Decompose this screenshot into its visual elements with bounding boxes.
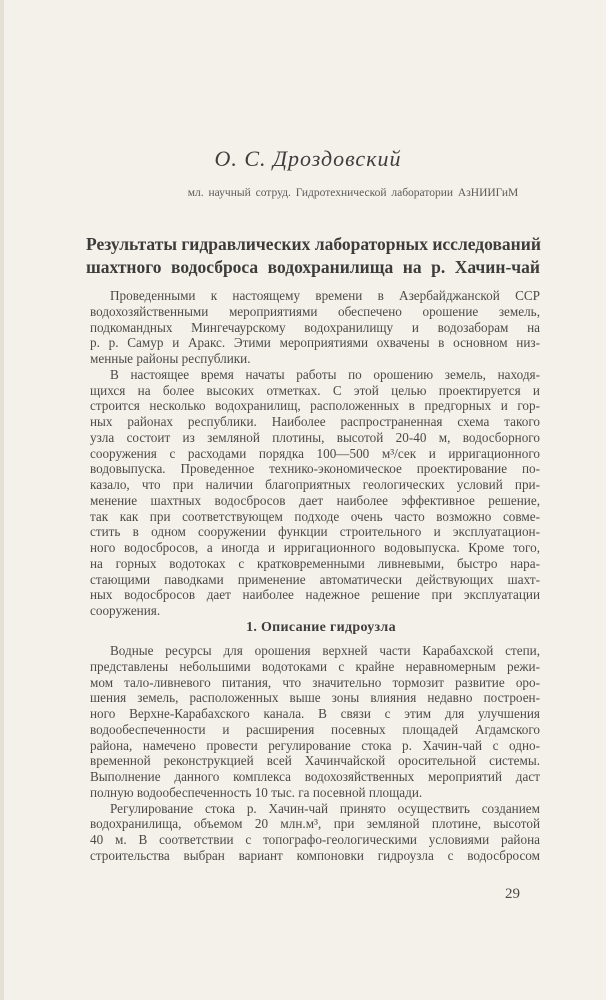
paragraph-line: щихся на более высоких отметках. С этой целью проектируется и <box>90 382 540 398</box>
paragraph-line: на горных водотоках с кратковременными ливневыми, быстро нара- <box>90 555 540 571</box>
page-number: 29 <box>505 886 520 902</box>
paragraph-line: р. р. Самур и Аракс. Этими мероприятиями охвачены в основном низ- <box>90 335 540 351</box>
paragraph-line: сооружения. <box>90 603 161 618</box>
paragraph-line: строится несколько водохранилищ, расположенных в предгорных и гор- <box>90 398 540 414</box>
paragraph-line: шения земель, расположенных выше зоны влияния недавно построен- <box>90 690 540 706</box>
paragraph-line: водообеспеченности и расширения посевных площадей Агдамского <box>90 721 540 737</box>
paragraph-line: ных районах республики. Наиболее распространенная схема такого <box>90 414 540 429</box>
paragraph-line: менные районы республики. <box>90 351 251 366</box>
paragraph-line: В настоящее время начаты работы по орошению земель, находя- <box>110 366 540 382</box>
paragraph-line: Водные ресурсы для орошения верхней части Карабахской степи, <box>110 643 540 658</box>
paragraph-line: так как при соответствующем подходе очень часто возможно совме- <box>90 508 540 524</box>
paragraph-line: подкомандных Мингечаурскому водохранилищу и водозаборам на <box>90 319 540 335</box>
paragraph-line: ных водосбросов дает наиболее надежное решение при эксплуатации <box>90 587 540 603</box>
paragraph-line: узла состоит из земляной плотины, высотой 20-40 м, водосборного <box>90 429 540 445</box>
paragraph-line: 40 м. В соответствии с топографо-геологическими условиями района <box>90 832 540 847</box>
paragraph-line: менение шахтных водосбросов дает наиболее эффективное решение, <box>90 492 540 508</box>
intro-text <box>90 288 540 619</box>
paragraph-line: строительства выбран вариант компоновки гидроузла с водосбросом <box>90 847 540 863</box>
paragraph-line: ного Верхне-Карабахского канала. В связи с этим для улучшения <box>90 706 540 721</box>
paragraph-line: Выполнение данного комплекса водохозяйственных мероприятий даст <box>90 769 540 784</box>
paragraph-line: стить в одном сооружении функции строительного и эксплуатацион- <box>90 524 540 540</box>
paragraph-line: сооружения с расходами порядка 100—500 м³/сек и ирригационного <box>90 445 540 461</box>
paragraph-line: казало, что при наличии благоприятных геологических условий при- <box>90 477 540 492</box>
section-heading: 1. Описание гидроузла <box>246 620 396 635</box>
paragraph-line: полную водообеспеченность 10 тыс. га посевной площади. <box>90 784 423 800</box>
article-title <box>86 233 540 279</box>
paragraph-line: Регулирование стока р. Хачин-чай принято осуществить созданием <box>110 800 540 816</box>
paragraph-line: водовыпуска. Проведенное технико-экономическое проектирование по- <box>90 461 540 477</box>
paragraph-line: района, намечено провести регулирование стока р. Хачин-чай с одно- <box>90 737 540 753</box>
paragraph-line: стающими паводками применение автоматически действующих шахт- <box>90 571 540 587</box>
paragraph-line: временной реконструкцией всей Хачинчайской оросительной системы. <box>90 753 540 769</box>
paragraph-line: представлены небольшими водотоками с крайне неравномерным режи- <box>90 658 540 674</box>
paragraph-line: водохозяйственными мероприятиями обеспечено орошение земель, <box>90 303 540 319</box>
author-affiliation: мл. научный сотруд. Гидротехнической лаборатории АзНИИГиМ <box>187 187 519 199</box>
title-line: шахтного водосброса водохранилища на р. Хачин-чай <box>86 257 540 277</box>
paragraph-line: водохранилища, объемом 20 млн.м³, при земляной плотине, высотой <box>90 816 540 832</box>
title-line: Результаты гидравлических лабораторных исследований <box>86 234 541 254</box>
paragraph-line: ного водосбросов, а иногда и ирригационного водовыпуска. Кроме того, <box>90 540 540 555</box>
section-text <box>90 643 540 864</box>
paragraph-line: Проведенными к настоящему времени в Азербайджанской ССР <box>110 288 540 303</box>
paragraph-line: мом тало-ливневого питания, что значительно тормозит развитие оро- <box>90 674 540 690</box>
author-name: О. С. Дроздовский <box>214 146 402 171</box>
